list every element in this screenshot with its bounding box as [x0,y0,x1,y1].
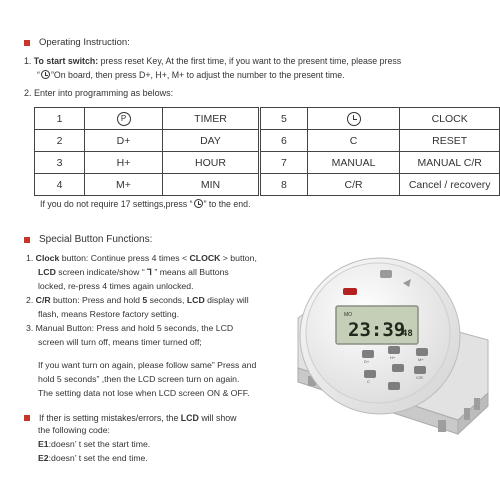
lcd-seconds: 48 [402,329,413,339]
special-item3-line2: screen will turn off, means timer turned off; [38,337,202,347]
settings-note: If you do not require 17 settings,press “ ” to the end. [40,199,251,209]
key-table-row [261,108,500,130]
key-table-cell-num: 2 [35,130,85,152]
key-table-cell-func: RESET [400,130,500,152]
special-note-line1: If you want turn on again, please follow same” Press and [38,360,257,370]
btn-label-c: C [367,379,370,384]
key-table-cell-key [85,108,163,130]
btn-label-h: H+ [390,355,396,360]
special-note-line2: hold 5 seconds” ,then the LCD screen turn on again. [38,374,240,384]
special-functions-header [24,234,152,245]
key-table-row [261,152,500,174]
btn-c[interactable] [364,370,376,378]
key-table-cell-key: C/R [307,174,400,196]
key-table-right [260,107,500,196]
special-item1-line3: locked, re-press 4 times again unlocked. [38,281,194,291]
key-table-cell-func: TIMER [163,108,259,130]
btn-label-d: D+ [364,359,370,364]
key-table-cell-num: 8 [261,174,308,196]
key-table-cell-key: C [307,130,400,152]
key-table-cell-num: 6 [261,130,308,152]
special-note-line3: The setting data not lose when LCD screen ON & OFF. [38,388,250,398]
btn-clock[interactable] [392,364,404,372]
key-table-cell-key: D+ [85,130,163,152]
btn-label-m: M+ [418,357,424,362]
key-table-cell-func: CLOCK [400,108,500,130]
key-table-cell-func: MIN [163,174,259,196]
step1-line2: “ ”On board, then press D+, H+, M+ to adjust the number to the present time. [37,70,345,80]
key-table-row [35,108,259,130]
errors-line2: the following code: [38,425,110,435]
key-table-cell-num: 4 [35,174,85,196]
key-table-cell-func: DAY [163,130,259,152]
operating-instruction-title: Operating Instruction: [39,37,130,48]
key-table-row [261,130,500,152]
key-table-cell-key: H+ [85,152,163,174]
key-table-cell-num: 7 [261,152,308,174]
key-table-row [261,174,500,196]
clock-icon [347,112,361,126]
key-table-row [35,130,259,152]
step1-line1: 1. To start switch: press reset Key, At the first time, if you want to the present time, please press [24,56,402,66]
key-table-row [35,152,259,174]
btn-d-plus[interactable] [362,350,374,358]
key-table-cell-num: 5 [261,108,308,130]
clock-icon [41,70,50,79]
key-table-cell-func: Cancel / recovery [400,174,500,196]
special-item2-line1: 2. C/R button: Press and hold 5 seconds, LCD display will [26,295,249,305]
red-square-bullet-icon [24,237,30,243]
btn-label-cr: C/R [416,375,423,380]
special-functions-title: Special Button Functions: [39,234,153,245]
key-table-row [35,174,259,196]
timer-device-image [288,248,494,448]
lcd-top: MO [344,312,353,318]
clock-icon [194,199,203,208]
btn-cr[interactable] [414,366,426,374]
red-square-bullet-icon [24,40,30,46]
btn-manual[interactable] [388,382,400,390]
key-table-cell-func: MANUAL C/R [400,152,500,174]
key-table-cell-key [307,108,400,130]
key-table-cell-key: MANUAL [307,152,400,174]
power-indicator-icon [343,288,357,295]
key-table-cell-num: 1 [35,108,85,130]
error-e2: E2:doesn’ t set the end time. [38,453,148,463]
top-button[interactable] [380,270,392,278]
red-square-bullet-icon [24,415,30,421]
key-table-cell-key: M+ [85,174,163,196]
lcd-time: 23:39 [348,319,406,341]
program-key-icon: P [117,112,131,126]
btn-m-plus[interactable] [416,348,428,356]
operating-instruction-header [24,37,130,48]
key-table-left [34,107,259,196]
error-e1: E1:doesn’ t set the start time. [38,439,151,449]
step2-line: 2. Enter into programming as belows: [24,88,174,98]
errors-line1: If ther is setting mistakes/errors, the LCD will show [39,413,237,423]
special-item3-line1: 3. Manual Button: Press and hold 5 seconds, the LCD [26,323,234,333]
btn-h-plus[interactable] [388,346,400,354]
special-item1-line1: 1. Clock button: Continue press 4 times < CLOCK > button, [26,253,257,263]
special-item1-line2: LCD screen indicate/show “ Ꞁ ” means all Buttons [38,267,229,277]
key-table-cell-num: 3 [35,152,85,174]
special-item2-line2: flash, means Restore factory setting. [38,309,179,319]
key-table-cell-func: HOUR [163,152,259,174]
